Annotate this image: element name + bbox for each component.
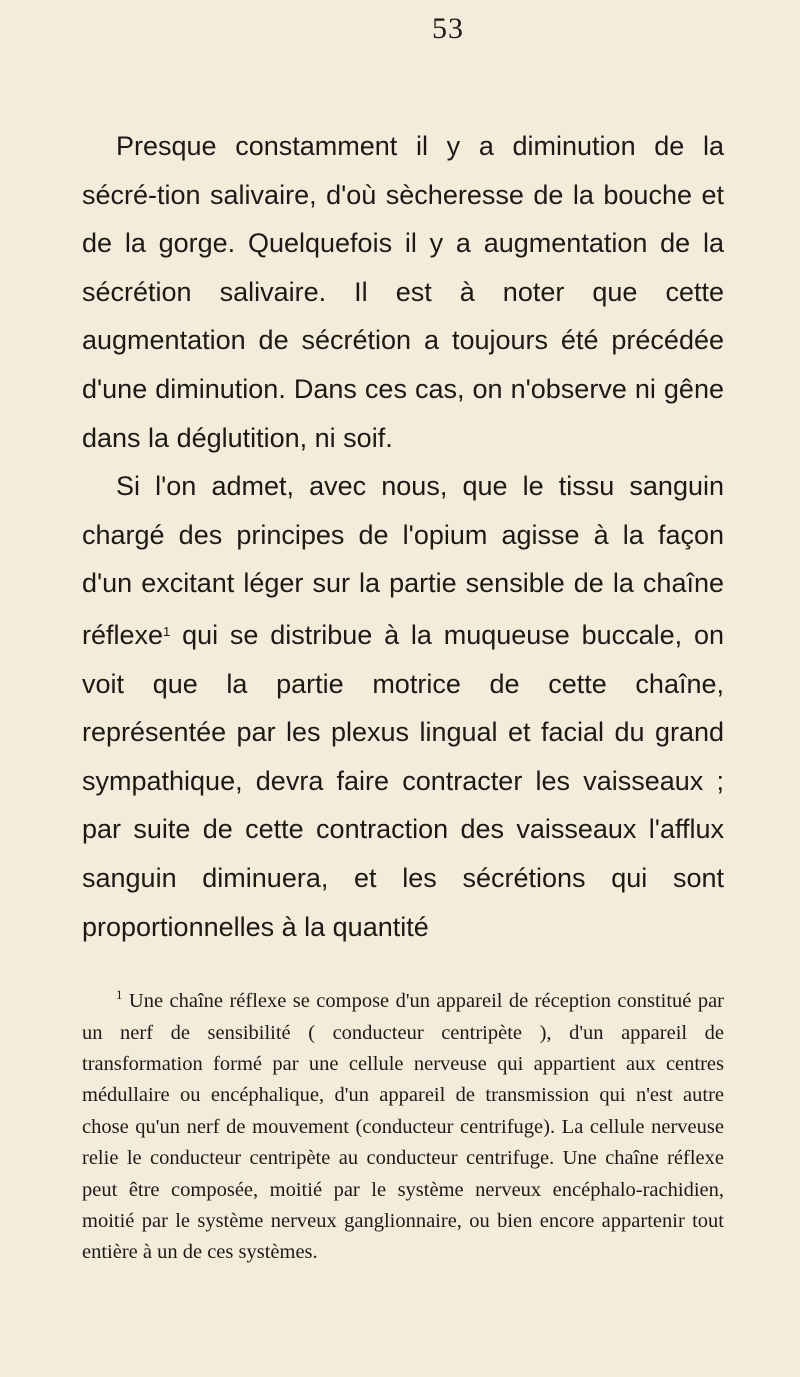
footnote	[82, 979, 724, 1269]
footnote-body: Une chaîne réflexe se compose d'un appareil de réception constitué par un nerf de sensibilité ( conducteur centripète ), d'un appareil de transformation formé par une cellule nerveuse qui appartient aux centres médullaire ou encéphalique, d'un appareil de transmission qui n'est autre chose qu'un nerf de mouvement (conducteur centrifuge). La cellule nerveuse relie le conducteur centripète au conducteur centrifuge. Une chaîne réflexe peut être composée, moitié par le système nerveux encéphalo-rachidien, moitié par le système nerveux ganglionnaire, ou bien encore appartenir tout entière à un de ces systèmes.	[82, 990, 724, 1264]
footnote-separator	[82, 951, 724, 979]
footnote-text	[82, 979, 724, 1269]
paragraph-2	[82, 462, 724, 951]
paragraph-1: Presque constamment il y a diminution de la sécré-tion salivaire, d'où sècheresse de la bouche et de la gorge. Quelquefois il y a augmentation de la sécrétion salivaire. Il est à noter que cette augmentation de sécrétion a toujours été précédée d'une diminution. Dans ces cas, on n'observe ni gêne dans la déglutition, ni soif.	[82, 131, 724, 453]
page-number: 53	[432, 12, 464, 45]
paragraph-2-part-1: Si l'on admet, avec nous, que le tissu sanguin chargé des principes de l'opium agisse à la façon d'un excitant léger sur la partie sensible de la chaîne réflexe	[82, 471, 724, 650]
main-text	[82, 50, 724, 951]
paragraph-2-part-2: qui se distribue à la muqueuse buccale, on voit que la partie motrice de cette chaîne, représentée par les plexus lingual et facial du grand sympathique, devra faire contracter les vaisseaux ; par suite de cette contraction des vaisseaux l'afflux sanguin diminuera, et les sécrétions qui sont proportionnelles à la quantité	[82, 619, 724, 942]
footnote-marker: 1	[116, 987, 123, 1003]
footnote-reference[interactable]: 1	[163, 623, 171, 639]
